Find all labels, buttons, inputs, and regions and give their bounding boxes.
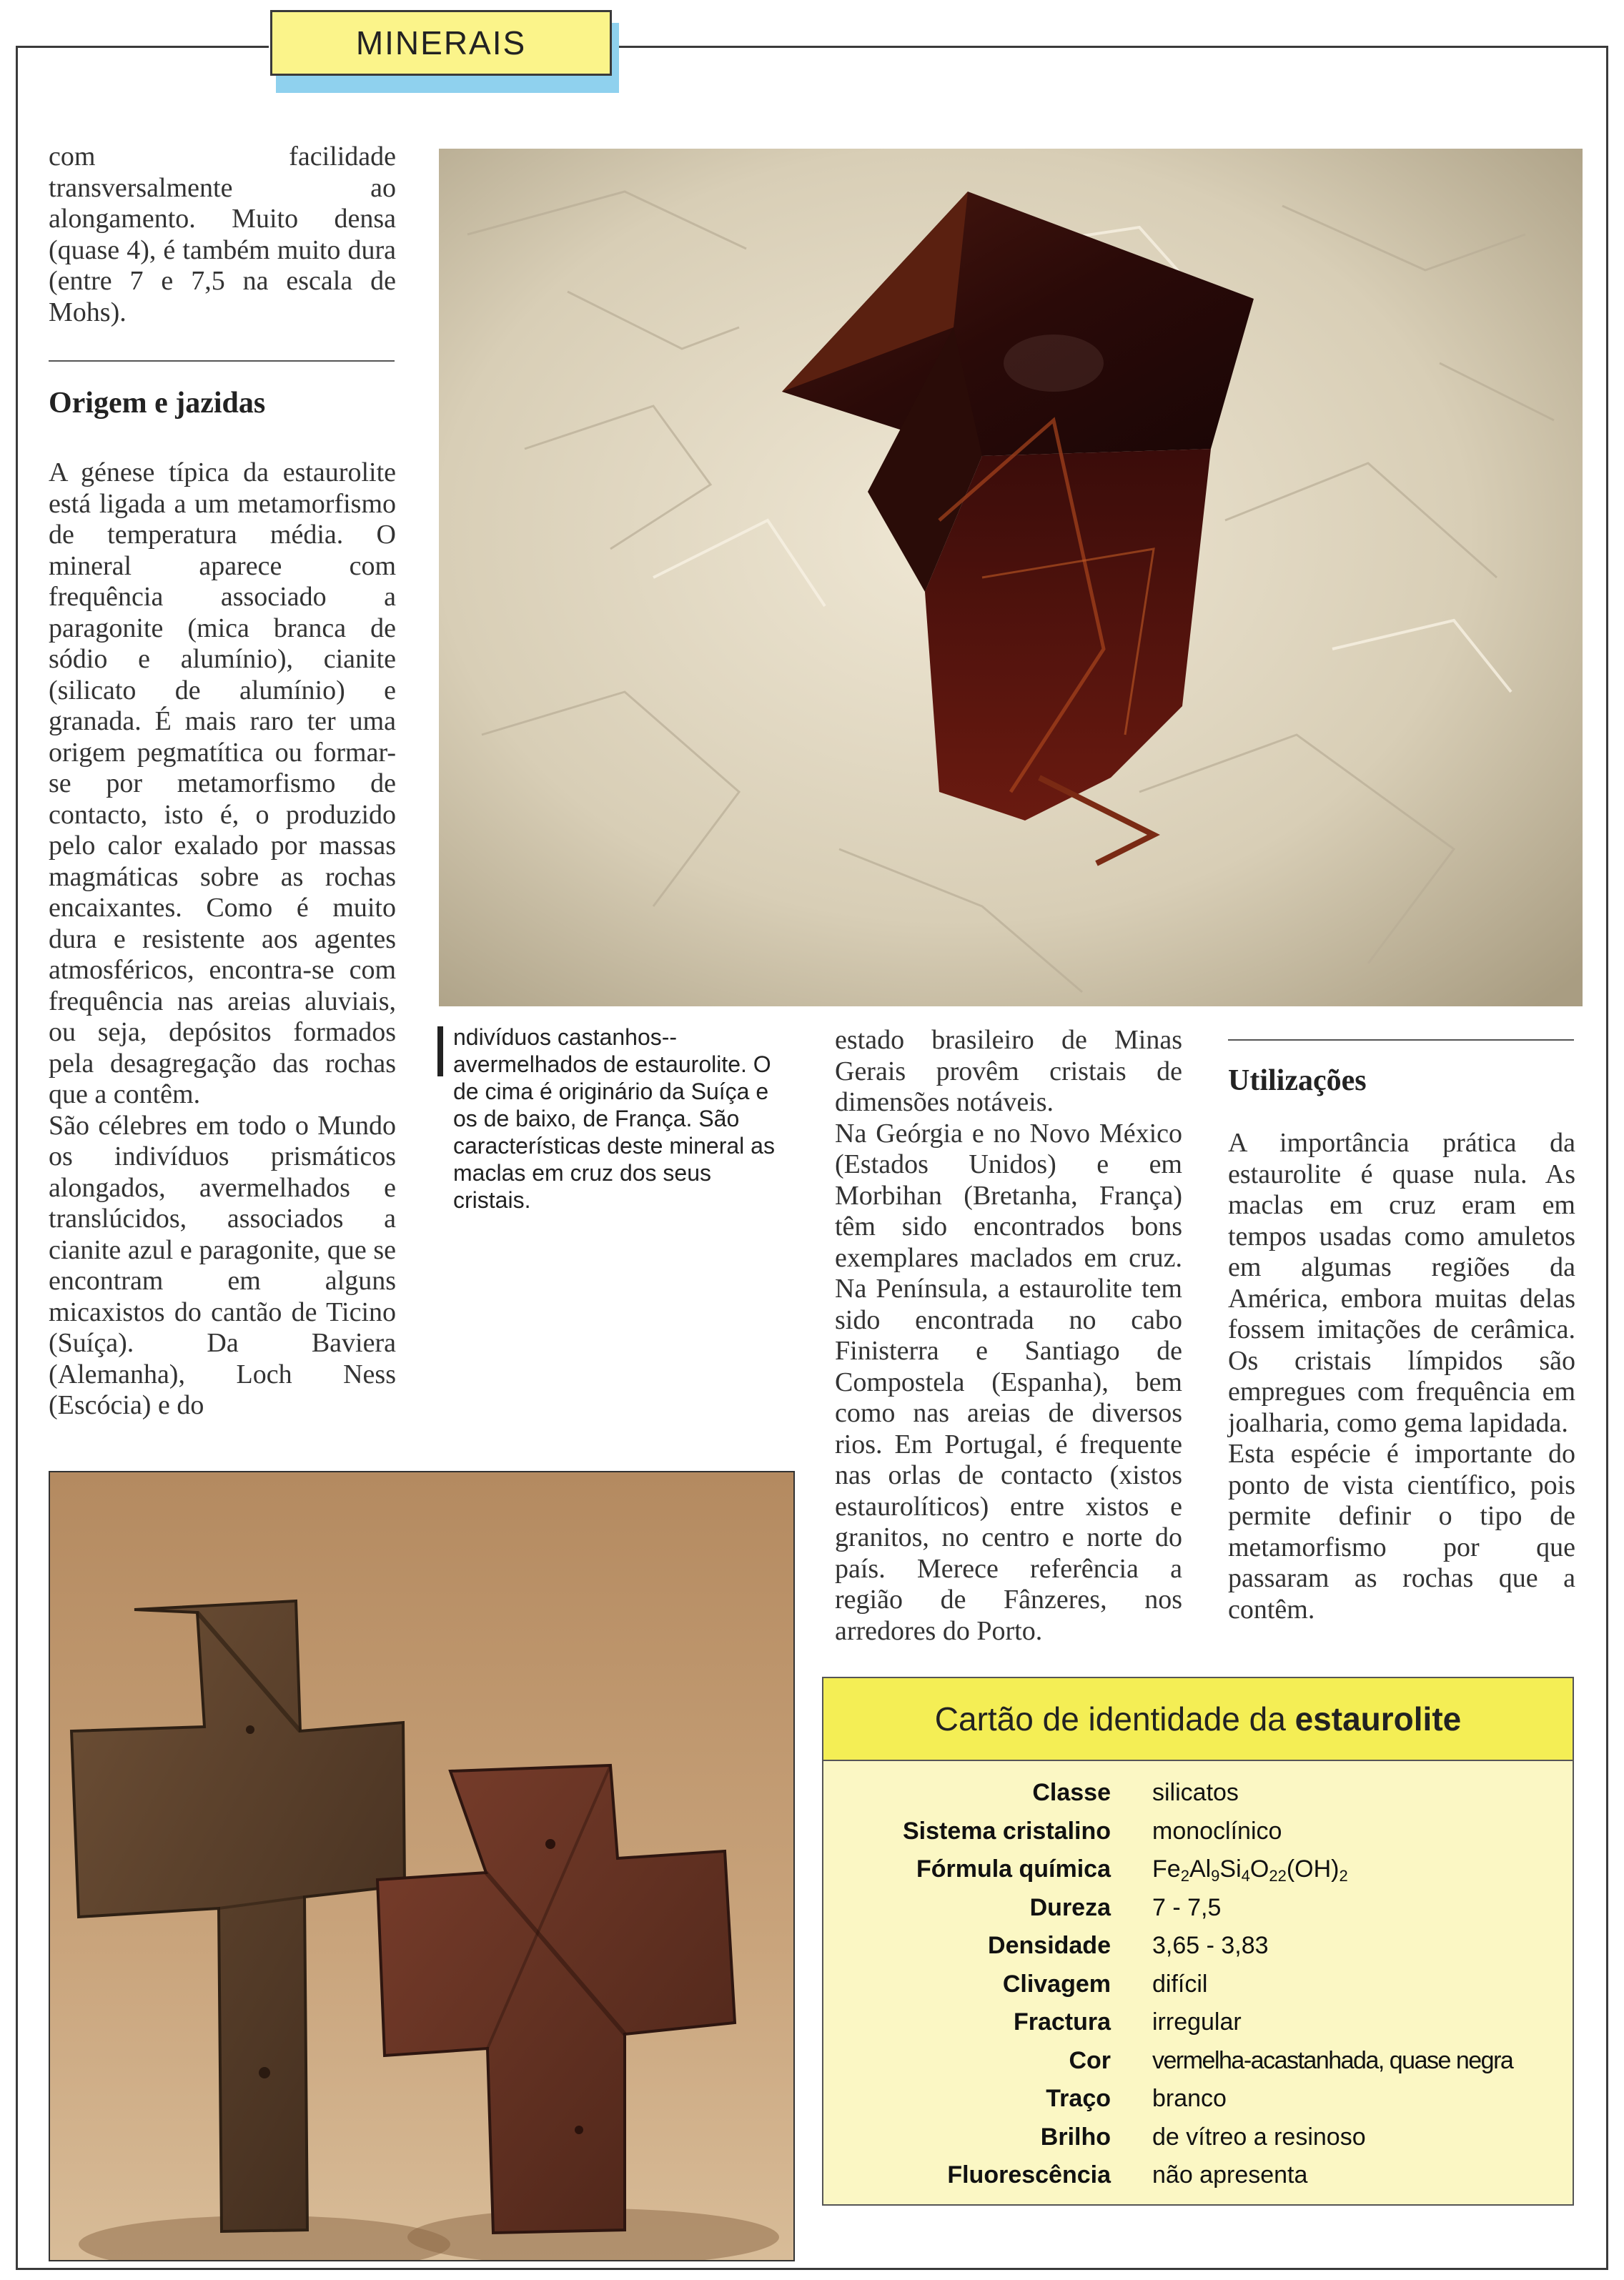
- id-row-value-formula: $Fe_2Al_9Si_4O_{22}(OH)_2$: [1152, 1855, 1348, 1885]
- id-row-value: difícil: [1152, 1970, 1208, 1998]
- id-row-value: branco: [1152, 2085, 1227, 2113]
- id-card-title: [935, 1700, 1461, 1738]
- id-row-value: de vítreo a resinoso: [1152, 2123, 1366, 2151]
- divider-origem: [49, 360, 395, 362]
- id-row-value: 3,65 - 3,83: [1152, 1932, 1269, 1960]
- utilizacoes-paragraph-1: A importância prática da estaurolite é quase nula. As maclas em cruz eram em tempos usadas como amuletos em algumas regiões da América, embora muitas delas fossem imitações de cerâmica. Os cristais límpidos são empregues com frequência em joalharia, como gema lapidada.: [1228, 1128, 1575, 1438]
- id-row-label: Clivagem: [1002, 1970, 1111, 1998]
- id-row-label: Fractura: [1013, 2008, 1111, 2036]
- id-row-label: Classe: [1032, 1779, 1111, 1807]
- heading-origem: Origem e jazidas: [49, 387, 266, 420]
- id-row-label: Sistema cristalino: [902, 1817, 1111, 1845]
- id-row: [822, 1813, 1574, 1851]
- id-row-value: não apresenta: [1152, 2161, 1308, 2189]
- id-row-label: Densidade: [988, 1932, 1111, 1960]
- id-row: [822, 2080, 1574, 2118]
- photo-staurolite-crystal: [439, 149, 1583, 1006]
- caption-text: ndivíduos castanhos--avermelhados de estaurolite. O de cima é originário da Suíça e os de baixo, de França. São características deste mineral as maclas em cruz dos seus cristais.: [453, 1024, 775, 1213]
- origem-text: [49, 457, 396, 1422]
- id-row: [822, 2042, 1574, 2081]
- caption-initial-bar: [437, 1026, 443, 1076]
- heading-utilizacoes: Utilizações: [1228, 1064, 1367, 1097]
- id-row-value: irregular: [1152, 2008, 1242, 2036]
- divider-utilizacoes: [1228, 1039, 1574, 1041]
- section-tab: [270, 10, 612, 76]
- photo-caption: [437, 1023, 795, 1214]
- col3-text: [835, 1025, 1182, 1647]
- id-row-label: Fluorescência: [947, 2161, 1111, 2189]
- id-row: [822, 2156, 1574, 2195]
- intro-text: com facilidade transversalmente ao alongamento. Muito densa (quase 4), é também muito dura (entre 7 e 7,5 na escala de Mohs).: [49, 142, 396, 327]
- origem-paragraph-1: A génese típica da estaurolite está ligada a um metamorfismo de temperatura média. O mineral aparece com frequência associado a paragonite (mica branca de sódio e alumínio), cianite (silicato de alumínio) e granada. É mais raro ter uma origem pegmatítica ou formar-se por metamorfismo de contacto, isto é, o produzido pelo calor exalado por massas magmáticas sobre as rochas encaixantes. Como é muito dura e resistente aos agentes atmosféricos, encontra-se com frequência nas areias aluviais, ou seja, depósitos formados pela desagregação das rochas que a contêm.: [49, 457, 396, 1109]
- id-row-label: Dureza: [1029, 1893, 1111, 1921]
- utilizacoes-paragraph-2: Esta espécie é importante do ponto de vista científico, pois permite definir o tipo de metamorfismo por que passaram as rochas que a contêm.: [1228, 1439, 1575, 1625]
- photo-staurolite-crosses: [49, 1471, 795, 2261]
- origem-paragraph-2: São célebres em todo o Mundo os indivíduos prismáticos alongados, avermelhados e translúcidos, associados a cianite azul e paragonite, que se encontram em alguns micaxistos do cantão de Ticino (Suíça). Da Baviera (Alemanha), Loch Ness (Escócia) e do: [49, 1110, 396, 1420]
- id-row: [822, 1774, 1574, 1813]
- id-row: [822, 1966, 1574, 2004]
- id-row-label: Traço: [1046, 2085, 1111, 2113]
- col3-paragraph-1: estado brasileiro de Minas Gerais provêm cristais de dimensões notáveis.: [835, 1025, 1182, 1117]
- id-card-rows: [822, 1774, 1574, 2195]
- frame-top-rule-left: [16, 46, 269, 48]
- frame-top-rule-right: [613, 46, 1608, 48]
- col3-paragraph-2: Na Geórgia e no Novo México (Estados Unidos) e em Morbihan (Bretanha, França) têm sido encontrados bons exemplares maclados em cruz. Na Península, a estaurolite tem sido encontrada no cabo Finisterra e Santiago de Compostela (Espanha), bem como nas areias de diversos rios. Em Portugal, é frequente nas orlas de contacto (xistos estaurolíticos) entre xistos e granitos, no centro e norte do país. Merece referência a região de Fânzeres, nos arredores do Porto.: [835, 1118, 1182, 1646]
- id-row-label: Cor: [1069, 2046, 1111, 2074]
- crosses-photo-illustration: [50, 1472, 793, 2260]
- id-row: [822, 1927, 1574, 1966]
- section-title: MINERAIS: [355, 24, 527, 61]
- id-row-value: silicatos: [1152, 1779, 1239, 1807]
- crystal-photo-illustration: [439, 149, 1583, 1006]
- id-row: [822, 2003, 1574, 2042]
- intro-paragraph: [49, 142, 396, 328]
- id-card-title-prefix: Cartão de identidade da: [934, 1700, 1286, 1738]
- id-row-value: 7 - 7,5: [1152, 1893, 1222, 1921]
- id-row-label: Fórmula química: [916, 1855, 1111, 1883]
- utilizacoes-text: [1228, 1128, 1575, 1625]
- id-card-title-mineral: estaurolite: [1294, 1700, 1462, 1738]
- id-row: [822, 1889, 1574, 1928]
- id-row-value: vermelha-acastanhada, quase negra: [1152, 2046, 1513, 2074]
- id-card-header: [822, 1677, 1574, 1761]
- id-row: [822, 2118, 1574, 2157]
- id-row: [822, 1850, 1574, 1889]
- id-row-label: Brilho: [1040, 2123, 1111, 2151]
- id-row-value: monoclínico: [1152, 1817, 1282, 1845]
